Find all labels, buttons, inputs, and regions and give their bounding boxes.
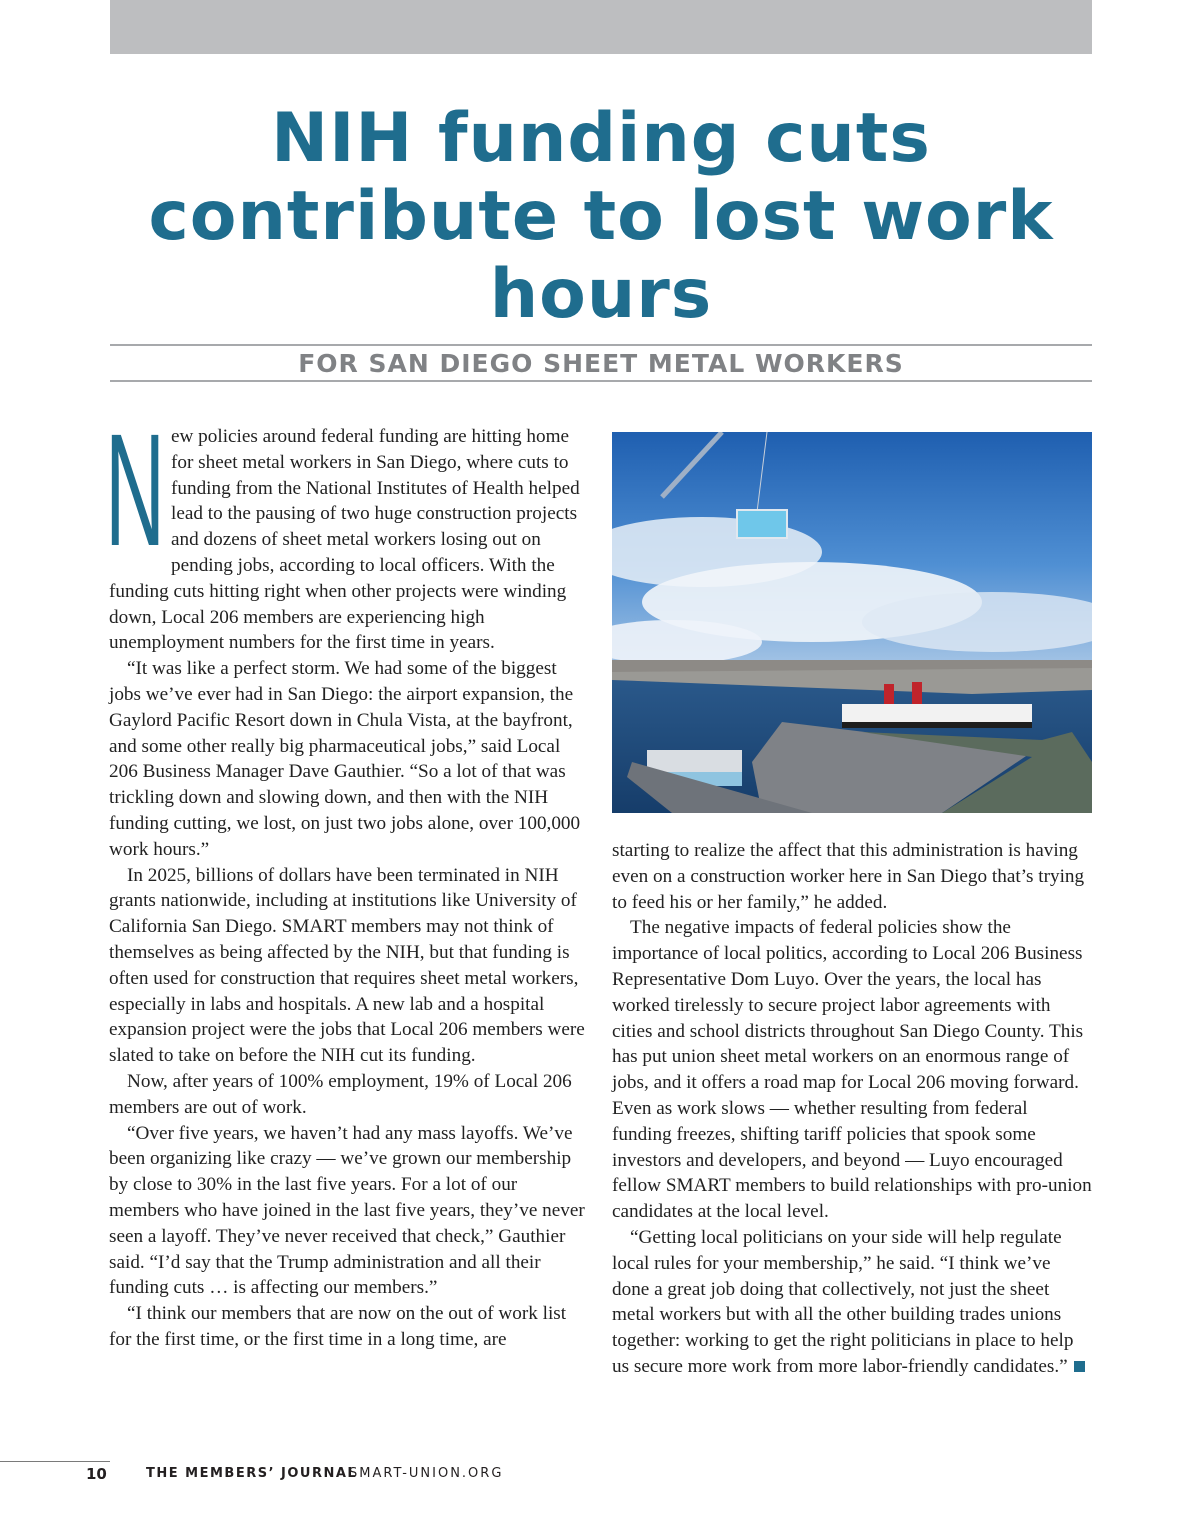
- subhead-rule-top: [110, 344, 1092, 346]
- paragraph: Now, after years of 100% employment, 19% of Local 206 members are out of work.: [109, 1070, 572, 1118]
- paragraph: [105, 400, 591, 656]
- paragraph: starting to realize the affect that this administration is having even on a construction worker here in San Diego that’s trying to feed his or her family,” he added.: [612, 840, 1085, 913]
- journal-name: THE MEMBERS’ JOURNAL: [146, 1466, 358, 1481]
- subhead-rule-bottom: [110, 380, 1092, 382]
- website-link[interactable]: SMART-UNION.ORG: [349, 1466, 504, 1481]
- footer-rule: [0, 1461, 110, 1462]
- harbor-photo: [612, 432, 1092, 813]
- paragraph: The negative impacts of federal policies show the importance of local politics, according to Local 206 Business Representative Dom Luyo. Over the years, the local has worked tirelessly to secure project labor agreements with cities and school districts throughout San Diego County. This has put union sheet metal workers on an enormous range of jobs, and it offers a road map for Local 206 moving forward. Even as work slows — whether resulting from federal funding freezes, shifting tariff policies that spook some investors and developers, and beyond — Luyo encouraged fellow SMART members to build relationships with pro-union candidates at the local level.: [612, 917, 1092, 1223]
- page-number: 10: [86, 1465, 107, 1483]
- paragraph: [612, 1225, 1092, 1380]
- headline: NIH funding cuts contribute to lost work hours: [148, 99, 1054, 334]
- top-gray-bar: [110, 0, 1092, 54]
- subhead: FOR SAN DIEGO SHEET METAL WORKERS: [298, 349, 904, 378]
- article-column-2: [612, 838, 1092, 1380]
- article-column-1: [105, 400, 591, 1353]
- paragraph: “I think our members that are now on the out of work list for the first time, or the first time in a long time, are: [109, 1303, 567, 1350]
- end-mark-icon: [1074, 1361, 1085, 1372]
- paragraph-text: ew policies around federal funding are hitting home for sheet metal workers in San Diego, where cuts to funding from the National Institutes of Health helped lead to the pausing of two huge construction projects and dozens of sheet metal workers losing out on pending jobs, according to local officers. With the funding cuts hitting right when other projects were winding down, Local 206 members are experiencing high unemployment numbers for the first time in years.: [109, 426, 580, 654]
- paragraph: “It was like a perfect storm. We had some of the biggest jobs we’ve ever had in San Diego: the airport expansion, the Gaylord Pacific Resort down in Chula Vista, at the bayfront, and some other really big pharmaceutical jobs,” said Local 206 Business Manager Dave Gauthier. “So a lot of that was trickling down and slowing down, and then with the NIH funding cutting, we lost, on just two jobs alone, over 100,000 work hours.”: [109, 658, 581, 860]
- paragraph: In 2025, billions of dollars have been terminated in NIH grants nationwide, including at institutions like University of California San Diego. SMART members may not think of themselves as being affected by the NIH, but that funding is often used for construction that requires sheet metal workers, especially in labs and hospitals. A new lab and a hospital expansion project were the jobs that Local 206 members were slated to take on before the NIH cut its funding.: [109, 864, 585, 1067]
- drop-cap: N: [105, 400, 166, 579]
- paragraph-text: “Getting local politicians on your side will help regulate local rules for your membership,” he said. “I think we’ve done a great job doing that collectively, not just the sheet metal workers but with all the other building trades unions together: working to get the right politicians in place to help us secure more work from more labor-friendly candidates.”: [612, 1226, 1074, 1377]
- paragraph: “Over five years, we haven’t had any mass layoffs. We’ve been organizing like crazy — we’ve grown our membership by close to 30% in the last five years. For a lot of our members who have joined in the last five years, they’ve never seen a layoff. They’ve never received that check,” Gauthier said. “I’d say that the Trump administration and all their funding cuts … is affecting our members.”: [109, 1122, 585, 1299]
